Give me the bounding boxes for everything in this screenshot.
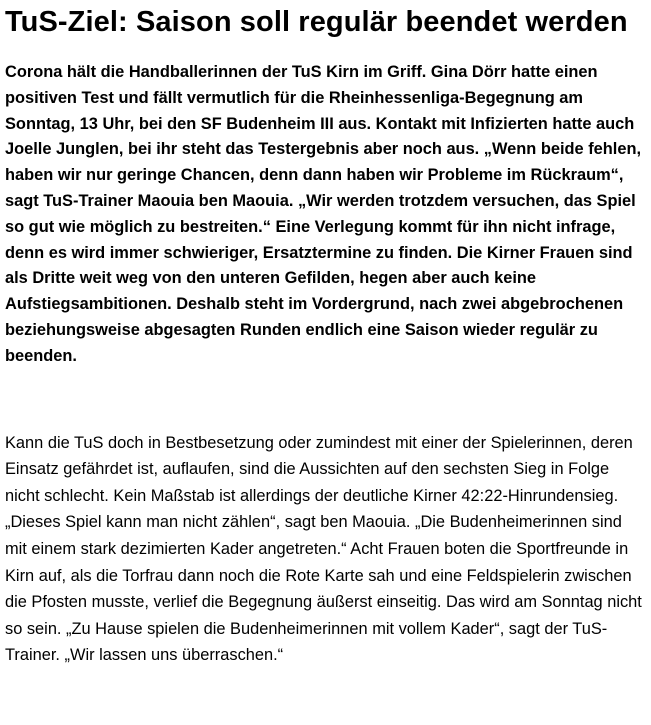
article-lead: Corona hält die Handballerinnen der TuS Kirn im Griff. Gina Dörr hatte einen positiven Test und fällt vermutlich für die Rheinhessenliga-Begegnung am Sonntag, 13 Uhr, bei den SF Budenheim III aus. Kontakt mit Infizierten hatte auch Joelle Junglen, bei ihr steht das Testergebnis aber noch aus. „Wenn beide fehlen, haben wir nur geringe Chancen, denn dann haben wir Probleme im Rückraum“, sagt TuS-Trainer Maouia ben Maouia. „Wir werden trotzdem versuchen, das Spiel so gut wie möglich zu bestreiten.“ Eine Verlegung kommt für ihn nicht infrage, denn es wird immer schwieriger, Ersatztermine zu finden. Die Kirner Frauen sind als Dritte weit weg von den unteren Gefilden, hegen aber auch keine Aufstiegsambitionen. Deshalb steht im Vordergrund, nach zwei abgebrochenen beziehungsweise abgesagten Runden endlich eine Saison wieder regulär zu beenden. — [5, 63, 642, 365]
article — [5, 4, 645, 669]
article-headline: TuS-Ziel: Saison soll regulär beendet werden — [5, 6, 628, 38]
article-body: Kann die TuS doch in Bestbesetzung oder zumindest mit einer der Spielerinnen, deren Einsatz gefährdet ist, auflaufen, sind die Aussichten auf den sechsten Sieg in Folge nicht schlecht. Kein Maßstab ist allerdings der deutliche Kirner 42:22-Hinrundensieg. „Dieses Spiel kann man nicht zählen“, sagt ben Maouia. „Die Budenheimerinnen sind mit einem stark dezimierten Kader angetreten.“ Acht Frauen boten die Sportfreunde in Kirn auf, als die Torfrau dann noch die Rote Karte sah und eine Feldspielerin zwischen die Pfosten musste, verlief die Begegnung äußerst einseitig. Das wird am Sonntag nicht so sein. „Zu Hause spielen die Budenheimerinnen mit vollem Kader“, sagt der TuS-Trainer. „Wir lassen uns überraschen.“ — [5, 433, 642, 665]
